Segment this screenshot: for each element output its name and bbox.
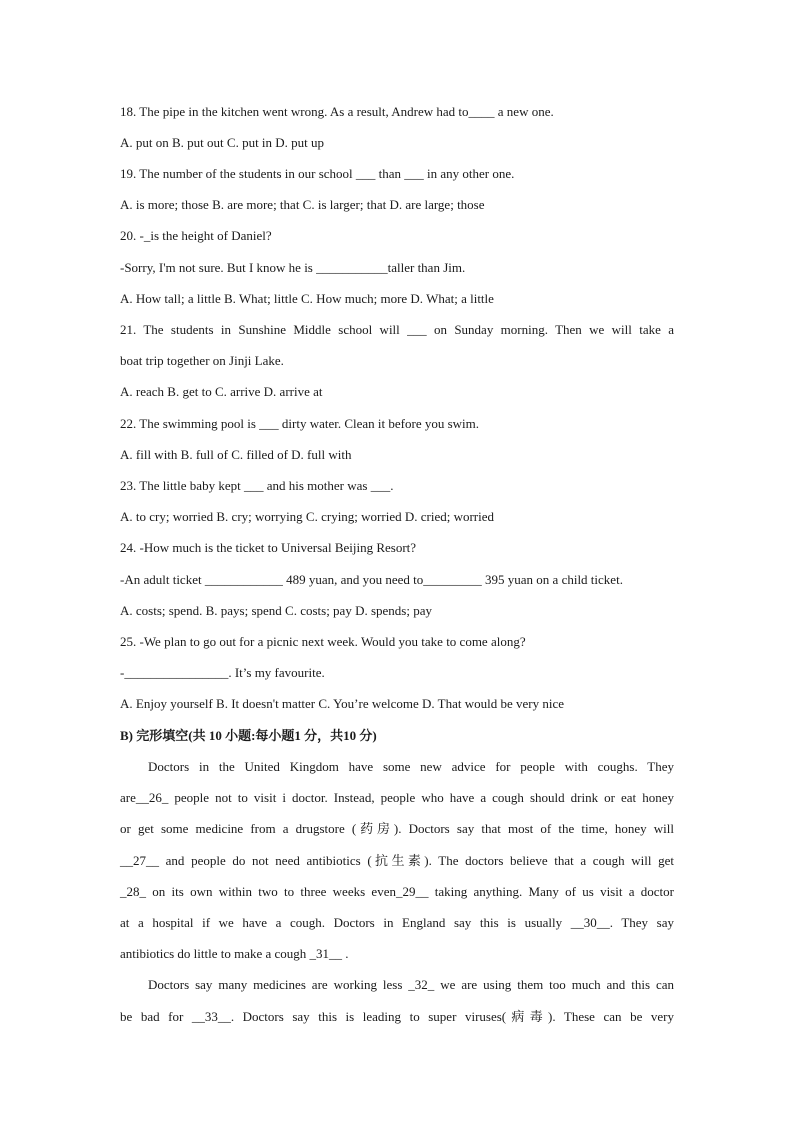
question-25: 25. -We plan to go out for a picnic next week. Would you take to come along?	[120, 634, 526, 649]
passage-line-2: are__26_ people not to visit i doctor. Instead, people who have a cough should drink or eat honey	[120, 790, 674, 805]
options-18: A. put on B. put out C. put in D. put up	[120, 135, 325, 150]
question-20-reply: -Sorry, I'm not sure. But I know he is ___________taller than Jim.	[120, 260, 466, 275]
passage-line-5: _28_ on its own within two to three weeks even_29__ taking anything. Many of us visit a doctor	[120, 884, 674, 899]
question-21-cont: boat trip together on Jinji Lake.	[120, 353, 284, 368]
passage-line-1: Doctors in the United Kingdom have some new advice for people with coughs. They	[148, 759, 674, 774]
question-23: 23. The little baby kept ___ and his mother was ___.	[120, 478, 394, 493]
options-24: A. costs; spend. B. pays; spend C. costs; pay D. spends; pay	[120, 603, 432, 618]
options-20: A. How tall; a little B. What; little C. How much; more D. What; a little	[120, 291, 494, 306]
passage-line-6: at a hospital if we have a cough. Doctors in England say this is usually __30__. They say	[120, 915, 674, 930]
question-21: 21. The students in Sunshine Middle school will ___ on Sunday morning. Then we will take a	[120, 322, 674, 337]
question-20: 20. -_is the height of Daniel?	[120, 228, 272, 243]
question-18: 18. The pipe in the kitchen went wrong. As a result, Andrew had to____ a new one.	[120, 104, 554, 119]
options-21: A. reach B. get to C. arrive D. arrive at	[120, 384, 323, 399]
passage-line-3: or get some medicine from a drugstore (药房). Doctors say that most of the time, honey will	[120, 821, 674, 836]
passage-line-8: Doctors say many medicines are working less _32_ we are using them too much and this can	[148, 977, 674, 992]
section-b-heading: B) 完形填空(共 10 小题:每小题1 分，共10 分)	[120, 728, 377, 743]
passage-line-7: antibiotics do little to make a cough _31__ .	[120, 946, 349, 961]
question-24-reply: -An adult ticket ____________ 489 yuan, and you need to_________ 395 yuan on a child ticket.	[120, 572, 623, 587]
question-19: 19. The number of the students in our school ___ than ___ in any other one.	[120, 166, 515, 181]
question-22: 22. The swimming pool is ___ dirty water. Clean it before you swim.	[120, 416, 480, 431]
options-23: A. to cry; worried B. cry; worrying C. crying; worried D. cried; worried	[120, 509, 495, 524]
passage-line-9: be bad for __33__. Doctors say this is leading to super viruses(病毒). These can be very	[120, 1009, 674, 1024]
options-22: A. fill with B. full of C. filled of D. full with	[120, 447, 352, 462]
options-25: A. Enjoy yourself B. It doesn't matter C. You’re welcome D. That would be very nice	[120, 696, 565, 711]
passage-line-4: __27__ and people do not need antibiotics (抗生素). The doctors believe that a cough will get	[120, 853, 674, 868]
question-24: 24. -How much is the ticket to Universal Beijing Resort?	[120, 540, 417, 555]
options-19: A. is more; those B. are more; that C. is larger; that D. are large; those	[120, 197, 485, 212]
question-25-reply: -________________. It’s my favourite.	[120, 665, 325, 680]
